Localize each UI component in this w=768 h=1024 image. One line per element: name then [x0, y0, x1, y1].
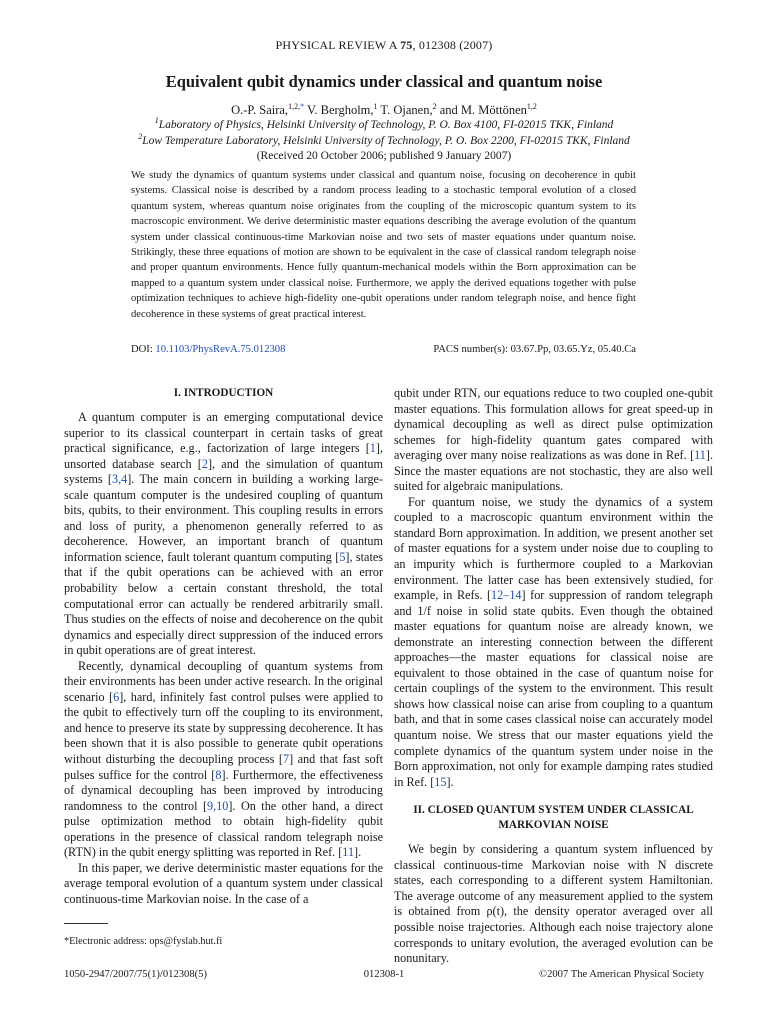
section-2-heading-line-2: MARKOVIAN NOISE: [498, 819, 609, 832]
author-mottonen-affil: 1,2: [526, 101, 537, 111]
abstract: We study the dynamics of quantum systems under classical and quantum noise, focusing on decoherence in qubit systems. Classical noise is described by a random process leading to a stochastic temporal evolution of a closed quantum system, whereas quantum noise originates from the coupling of the microscopic quantum system to its macroscopic environment. We derive deterministic master equations describing the average evolution of the quantum system under classical continuous-time Markovian noise and two sets of master equations under quantum noise. Strikingly, these three equations of motion are shown to be equivalent in the case of classical random telegraph noise and proper quantum environments. Hence fully quantum-mechanical models within the Born approximation can be mapped to a quantum system under classical noise. Furthermore, we apply the derived equations together with pulse optimization techniques to achieve high-fidelity one-qubit operations under random telegraph noise, and hence fight decoherence in these systems of great practical interest.: [131, 170, 636, 320]
author-list: [0, 102, 768, 118]
footer-copyright: ©2007 The American Physical Society: [539, 969, 704, 980]
section-2-heading: [394, 803, 713, 833]
text-run: ], hard, infinitely fast control pulses were applied to the qubit to effectively turn off the coupling to its environment, and hence to preserve its state by suppressing decoherence. It has been shown that it is also possible to generate qubit operations without disturbing the decoupling process [: [64, 689, 383, 767]
ref-link[interactable]: 9,10: [207, 798, 229, 813]
section-2-heading-line-1: II. CLOSED QUANTUM SYSTEM UNDER CLASSICAL: [413, 804, 694, 817]
ref-link[interactable]: 3,4: [112, 472, 128, 487]
left-column: [64, 386, 383, 908]
journal-issue-year: , 012308 (2007): [412, 38, 493, 52]
doi-link[interactable]: 10.1103/PhysRevA.75.012308: [155, 344, 286, 355]
author-bergholm-affil: 1: [373, 101, 378, 111]
ref-link[interactable]: 11: [694, 448, 706, 463]
text-run: A quantum computer is an emerging computational device superior to its classical counterpart in certain tasks of great practical significance, e.g., factorization of large integers [: [64, 410, 383, 456]
text-run: ]. Since the master equations are not stochastic, they are also well suited for algebraic manipulations.: [394, 448, 713, 494]
right-column: [394, 386, 713, 967]
author-saira: O.-P. Saira,: [231, 103, 289, 117]
journal-volume: 75: [400, 38, 413, 52]
ref-link[interactable]: 2: [201, 456, 208, 471]
text-run: ], and the simulation of quantum systems [: [64, 456, 384, 487]
journal-name: PHYSICAL REVIEW A: [275, 38, 401, 52]
author-saira-affil: 1,2,: [288, 101, 301, 111]
text-run: ], states that if the qubit operations can be achieved with an error probability below a certain constant threshold, the total computational error can actually be rendered arbitrarily small. Thus studies on the effects of noise and decoherence on the qubit dynamics and especially direct suppression of the induced errors in qubit operations are of great interest.: [64, 549, 383, 658]
corresponding-author-link[interactable]: *: [300, 101, 305, 111]
author-mottonen: and M. Möttönen: [436, 103, 527, 117]
text-run: qubit under RTN, our equations reduce to two coupled one-qubit master equations. This formulation allows for great speed-up in dynamical decoupling as well as direct pulse optimization schemes for high-fidelity quantum gates compared with averaging over many noise realizations as was done in Ref. [: [394, 386, 713, 463]
affiliation-1: [0, 117, 768, 133]
text-run: ], unsorted database search [: [64, 441, 383, 471]
footnote-email: *Electronic address: ops@fyslab.hut.fi: [64, 936, 223, 947]
text-run: Recently, dynamical decoupling of quantum systems from their environments has been under active research. In the original scenario [: [64, 658, 383, 704]
affiliation-1-text: Laboratory of Physics, Helsinki University of Technology, P. O. Box 4100, FI-02015 TKK, Finland: [158, 119, 614, 131]
received-date: (Received 20 October 2006; published 9 January 2007): [256, 150, 512, 162]
ref-link[interactable]: 8: [215, 767, 222, 782]
text-run: ] for suppression of random telegraph and 1/f noise in solid state qubits. Even though the obtained master equations for quantum noise are already known, we demonstrate an interesting connection between the different approaches—the master equations for classical noise are equivalent to those obtained in the case of quantum noise for certain couplings of the system to the environment. This result shows how classical noise can arise from coupling to a quantum bath, and that in some cases classical noise can accurately model quantum noise. We stress that our master equations yield the complete dynamics of the quantum system under noise in the Born approximation, not only for example damping rates studied in Ref. [: [394, 588, 713, 789]
journal-header: [0, 38, 768, 53]
intro-paragraph-2: [64, 659, 383, 861]
author-ojanen-affil: 2: [432, 101, 437, 111]
text-run: ].: [446, 774, 454, 789]
ref-link[interactable]: 15: [434, 774, 447, 789]
section-1-heading: I. INTRODUCTION: [173, 387, 274, 399]
paper-title: Equivalent qubit dynamics under classical and quantum noise: [165, 72, 603, 91]
doi-label: DOI:: [131, 344, 156, 355]
ref-link[interactable]: 11: [342, 845, 355, 860]
affiliation-1-number: 1: [154, 116, 159, 126]
text-run: For quantum noise, we study the dynamics of a system coupled to a macroscopic quantum environment within the standard Born approximation. In addition, we present another set of master equations for a system under noise due to coupling to an impurity which is furthermore coupled to a Markovian environment. The latter case has been extensively studied, for example, in Refs. [: [394, 494, 713, 603]
affiliation-2: [0, 133, 768, 149]
intro-paragraph-3: In this paper, we derive deterministic master equations for the average temporal evolution of a quantum system under classical continuous-time Markovian noise. In the case of a: [64, 860, 383, 906]
pacs-numbers: PACS number(s): 03.67.Pp, 03.65.Yz, 05.40.Ca: [433, 344, 636, 355]
author-ojanen: T. Ojanen,: [377, 103, 433, 117]
footnote-divider: [64, 923, 108, 924]
footer-page-number: 012308-1: [363, 969, 405, 980]
intro-paragraph-3-continued: [394, 386, 713, 495]
affiliation-2-number: 2: [138, 132, 143, 142]
text-run: ]. Furthermore, the effectiveness of dynamical decoupling has been improved by introducing randomness to the control [: [64, 767, 383, 813]
ref-link[interactable]: 1: [369, 441, 376, 456]
intro-paragraph-1: [64, 410, 383, 659]
text-run: ]. The main concern in building a working large-scale quantum computer is the undesired coupling of quantum bits, qubits, to their environment. This coupling results in errors and loss of purity, a phenomenon generally referred to as decoherence. However, an important branch of quantum information science, fault tolerant quantum computing [: [64, 472, 384, 564]
ref-link[interactable]: 5: [339, 549, 346, 564]
intro-paragraph-4: [394, 495, 713, 790]
text-run: ].: [354, 845, 362, 860]
section-2-paragraph-1: We begin by considering a quantum system influenced by classical continuous-time Markovian noise with N discrete states, each corresponding to a different system Hamiltonian. The average outcome of any measurement applied to the system is obtained from ρ(t), the density operator averaged over all possible noise trajectories. Although each noise trajectory alone corresponds to unitary evolution, the averaged evolution can be nonunitary.: [394, 842, 713, 966]
ref-link[interactable]: 12–14: [491, 588, 522, 603]
text-run: ]. On the other hand, a direct pulse optimization method to obtain high-fidelity qubit operations in the presence of classical random telegraph noise (RTN) in the qubit energy splitting was reported in Ref. [: [64, 798, 383, 860]
affiliation-2-text: Low Temperature Laboratory, Helsinki University of Technology, P. O. Box 2200, FI-02015 TKK, Finland: [142, 135, 630, 147]
text-run: ] and that fast soft pulses suffice for the control [: [64, 752, 383, 782]
ref-link[interactable]: 6: [113, 689, 120, 704]
footer-issn: 1050-2947/2007/75(1)/012308(5): [64, 969, 208, 980]
ref-link[interactable]: 7: [282, 752, 290, 767]
author-bergholm: V. Bergholm,: [304, 103, 374, 117]
doi-pacs-row: [131, 344, 636, 360]
